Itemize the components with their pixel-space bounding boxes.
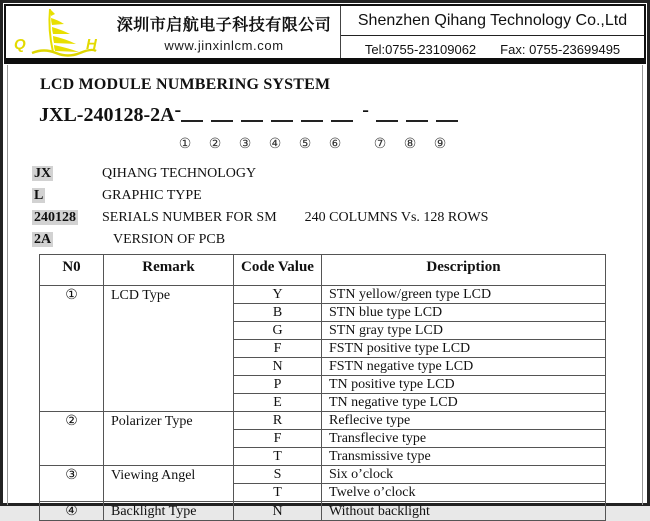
table-row [40, 286, 606, 304]
legend-value [102, 232, 636, 248]
contact-line [341, 36, 644, 57]
legend-row [32, 210, 636, 226]
part-number-separator: - [362, 99, 369, 121]
legend-key-cell [32, 210, 102, 226]
legend-text: QIHANG TECHNOLOGY [102, 166, 257, 181]
legend-row [32, 188, 636, 204]
group-number: ④ [40, 502, 104, 521]
column-header: Code Value [234, 255, 322, 286]
code-value: Y [234, 286, 322, 304]
code-value: B [234, 304, 322, 322]
pn-blank [271, 118, 293, 122]
code-description: TN negative type LCD [322, 394, 606, 412]
code-description: Without backlight [322, 502, 606, 521]
legend [32, 166, 636, 248]
group-remark: Backlight Type [104, 502, 234, 521]
legend-value [102, 188, 636, 204]
code-value: T [234, 484, 322, 502]
table-header-row [40, 255, 606, 286]
code-description: Twelve o’clock [322, 484, 606, 502]
position-marker: ③ [238, 137, 252, 152]
numbering-spec-table [39, 254, 606, 521]
position-markers [39, 136, 636, 153]
pn-blank [436, 118, 458, 122]
table-row [40, 466, 606, 484]
group-number: ② [40, 412, 104, 466]
legend-key: JX [34, 166, 52, 181]
company-name-chinese: 深圳市启航电子科技有限公司 [116, 16, 332, 34]
position-marker: ⑥ [328, 137, 342, 152]
company-name-english: Shenzhen Qihang Technology Co.,Ltd [357, 12, 628, 29]
pn-blank [211, 118, 233, 122]
code-description: Transmissive type [322, 448, 606, 466]
legend-key-cell [32, 188, 102, 204]
legend-key: 240128 [34, 210, 76, 225]
legend-row [32, 232, 636, 248]
code-value: F [234, 430, 322, 448]
position-marker: ④ [268, 137, 282, 152]
letterhead-left [108, 6, 340, 58]
code-value: S [234, 466, 322, 484]
part-number-dash: - [174, 99, 182, 121]
document-body [7, 65, 643, 519]
pn-blank [331, 118, 353, 122]
column-header: Remark [104, 255, 234, 286]
group-remark: LCD Type [104, 286, 234, 412]
legend-text: GRAPHIC TYPE [102, 188, 202, 203]
position-marker: ⑦ [373, 137, 387, 152]
legend-note: 240 COLUMNS Vs. 128 ROWS [304, 210, 489, 225]
code-value: F [234, 340, 322, 358]
letterhead-right [341, 6, 644, 58]
company-website: www.jinxinlcm.com [164, 37, 284, 53]
code-description: FSTN positive type LCD [322, 340, 606, 358]
part-number-prefix: JXL-240128-2A [39, 104, 175, 126]
code-value: N [234, 502, 322, 521]
legend-row [32, 166, 636, 182]
code-value: N [234, 358, 322, 376]
sailboat-logo-icon [6, 6, 108, 58]
code-description: Transflecive type [322, 430, 606, 448]
telephone-number: Tel:0755-23109062 [364, 42, 477, 57]
legend-key: L [34, 188, 44, 203]
fax-number: Fax: 0755-23699495 [500, 42, 621, 57]
pn-blank [241, 118, 263, 122]
position-marker: ⑤ [298, 137, 312, 152]
legend-key-cell [32, 232, 102, 248]
company-logo [6, 6, 108, 58]
code-value: T [234, 448, 322, 466]
code-description: STN blue type LCD [322, 304, 606, 322]
group-number: ① [40, 286, 104, 412]
column-header: N0 [40, 255, 104, 286]
table-row [40, 502, 606, 521]
legend-key: 2A [34, 232, 52, 247]
table-row [40, 412, 606, 430]
code-description: STN gray type LCD [322, 322, 606, 340]
column-header: Description [322, 255, 606, 286]
position-marker: ⑧ [403, 137, 417, 152]
letterhead [4, 4, 646, 64]
legend-value [102, 210, 636, 226]
group-remark: Polarizer Type [104, 412, 234, 466]
table-body [40, 286, 606, 521]
position-marker: ② [208, 137, 222, 152]
code-description: Reflecive type [322, 412, 606, 430]
code-description: STN yellow/green type LCD [322, 286, 606, 304]
group-remark: Viewing Angel [104, 466, 234, 502]
pn-blank [181, 118, 203, 122]
pn-blank [376, 118, 398, 122]
code-value: E [234, 394, 322, 412]
code-description: Six o’clock [322, 466, 606, 484]
legend-value [102, 166, 636, 182]
legend-text: SERIALS NUMBER FOR SM [102, 210, 277, 225]
pn-blank [406, 118, 428, 122]
code-value: R [234, 412, 322, 430]
legend-text: VERSION OF PCB [113, 232, 226, 247]
pn-blanks-group-2 [376, 104, 466, 126]
group-number: ③ [40, 466, 104, 502]
legend-key-cell [32, 166, 102, 182]
pn-blanks-group-1 [181, 104, 361, 126]
page-title: LCD MODULE NUMBERING SYSTEM [40, 76, 331, 93]
logo-letter-q: Q [14, 36, 26, 53]
code-description: FSTN negative type LCD [322, 358, 606, 376]
position-marker: ⑨ [433, 137, 447, 152]
code-value: G [234, 322, 322, 340]
logo-letter-h: H [86, 36, 97, 53]
code-description: TN positive type LCD [322, 376, 606, 394]
position-marker: ① [178, 137, 192, 152]
code-value: P [234, 376, 322, 394]
pn-blank [301, 118, 323, 122]
part-number-line [39, 99, 636, 127]
